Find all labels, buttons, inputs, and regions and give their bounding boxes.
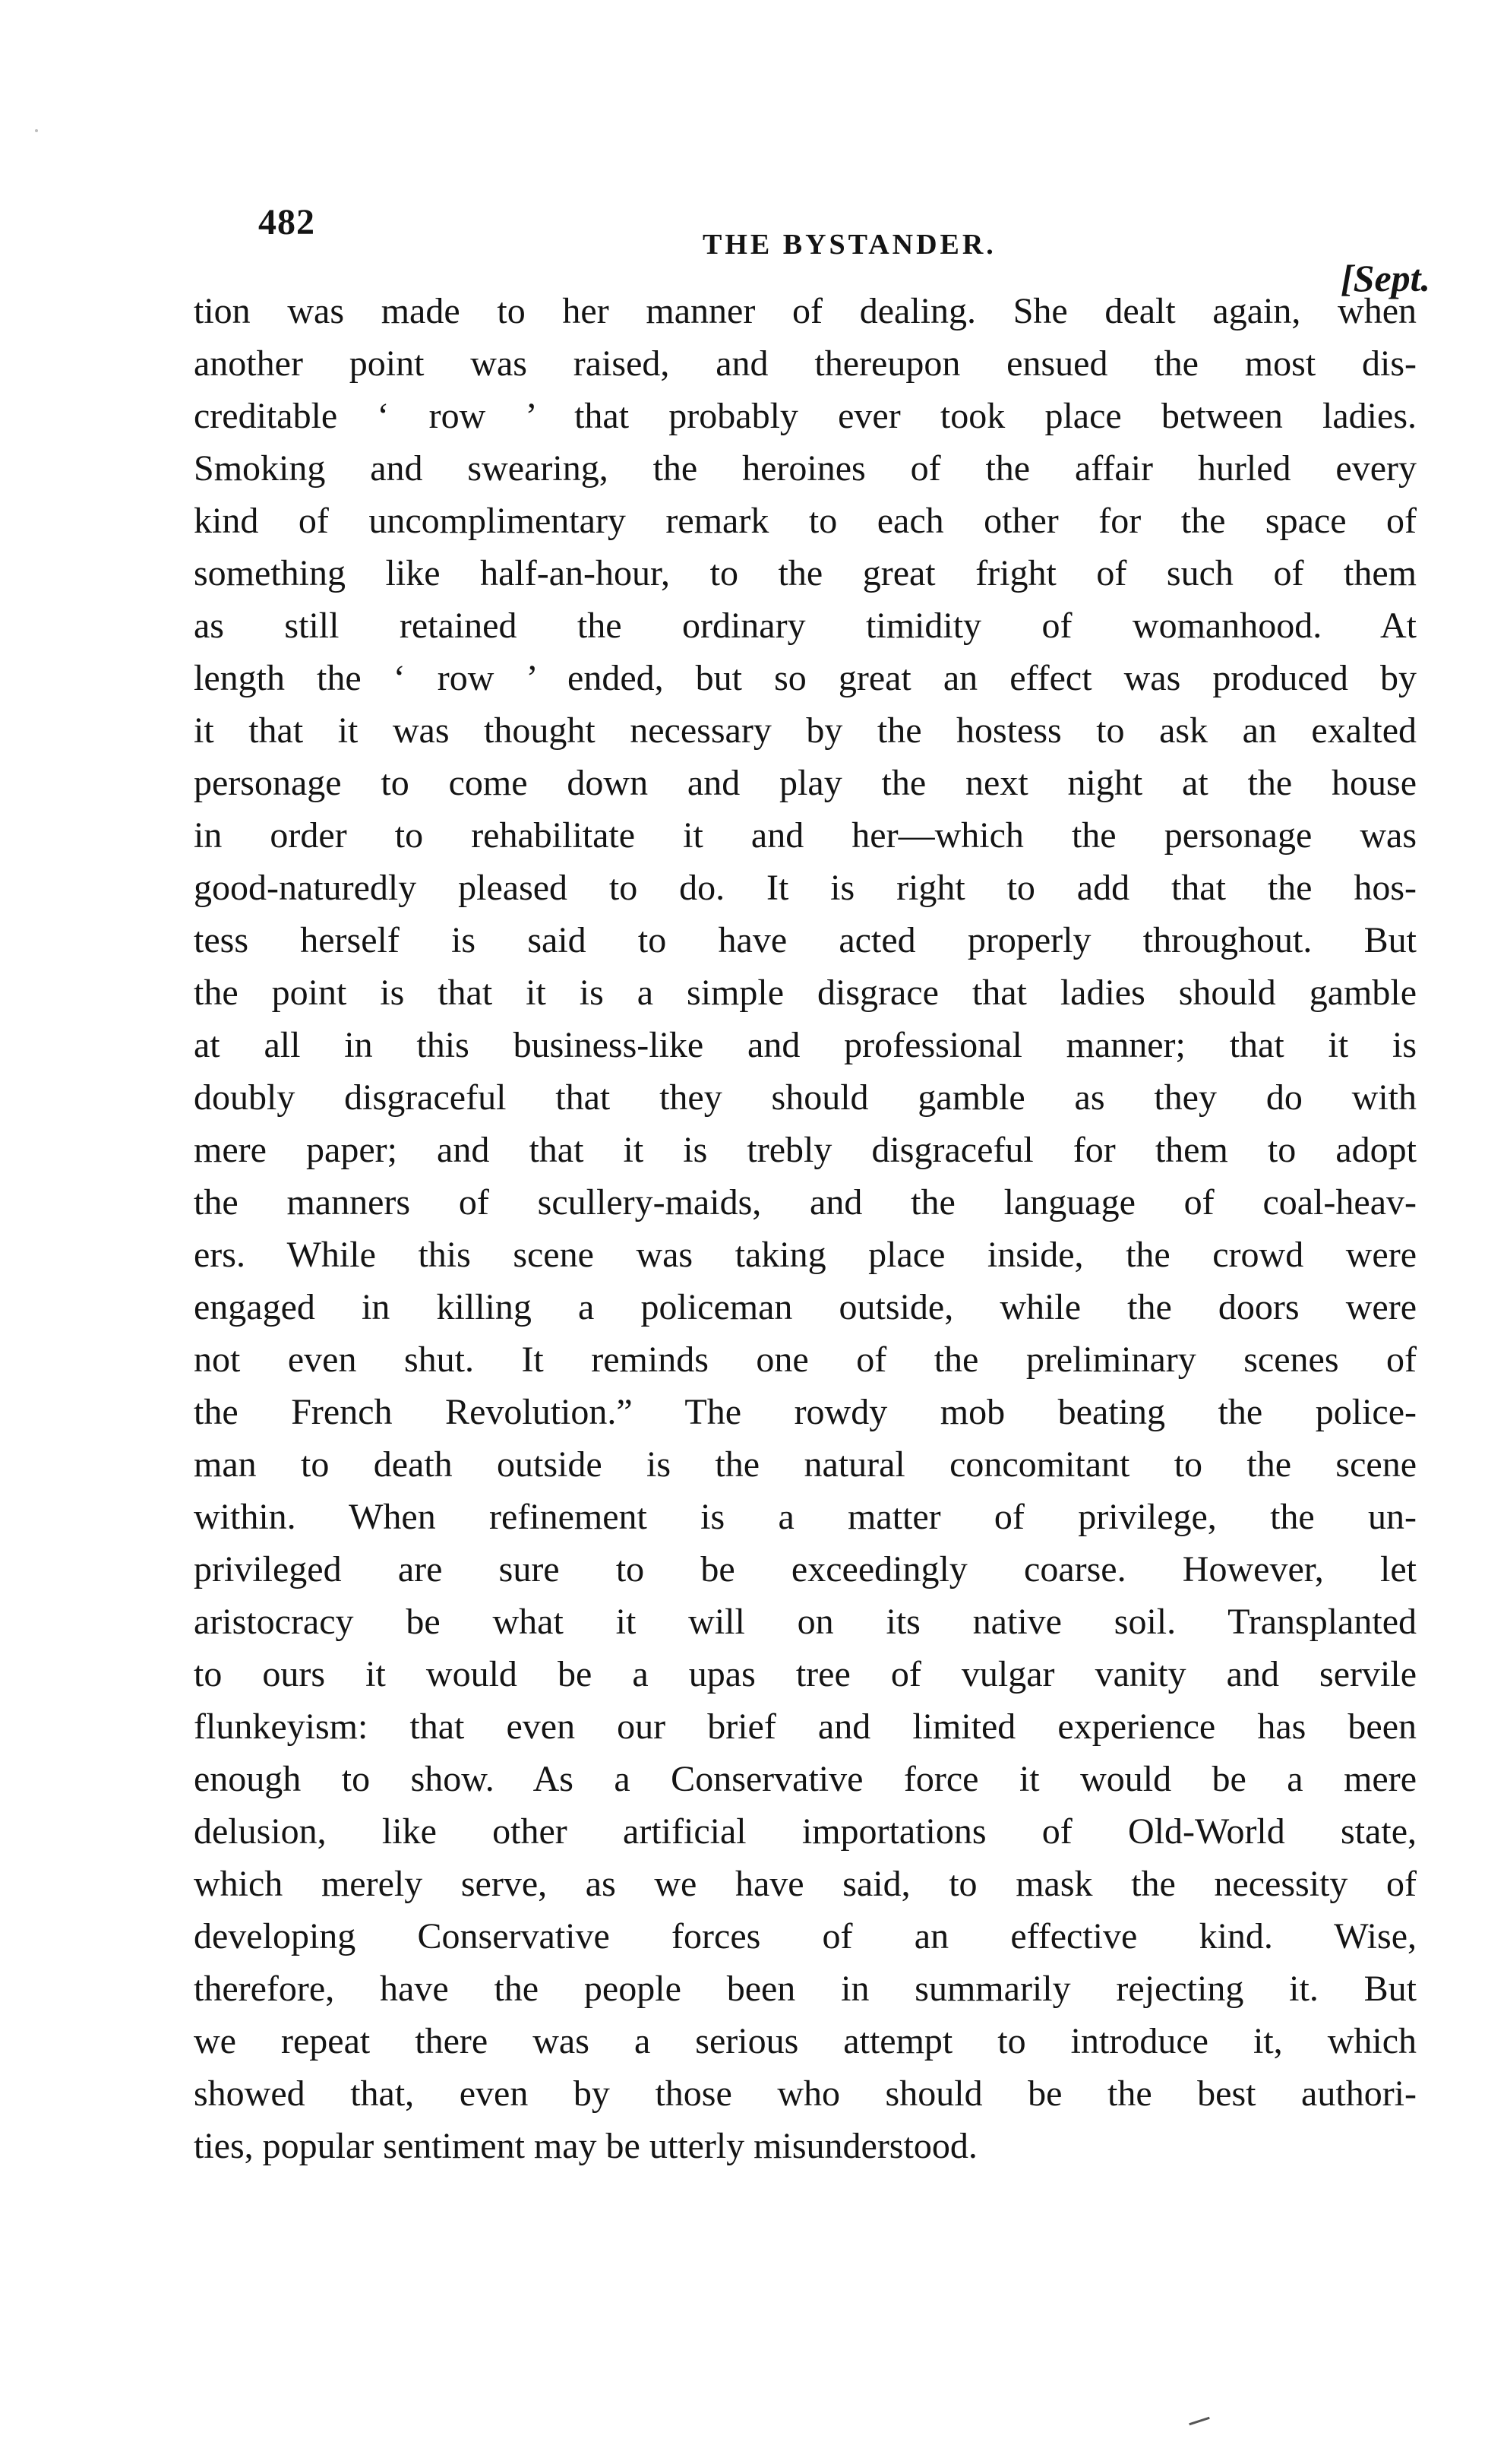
text-line: the point is that it is a simple disgrace that ladies should gamble xyxy=(194,973,1417,1013)
body-text xyxy=(194,285,1417,2172)
page-header xyxy=(251,194,1431,299)
text-line: the French Revolution.” The rowdy mob beating the police- xyxy=(194,1392,1417,1432)
text-line: man to death outside is the natural concomitant to the scene xyxy=(194,1444,1417,1485)
text-line: doubly disgraceful that they should gamble as they do with xyxy=(194,1077,1417,1118)
text-line: enough to show. As a Conservative force it would be a mere xyxy=(194,1759,1417,1799)
text-line: length the ‘ row ’ ended, but so great an effect was produced by xyxy=(194,658,1417,698)
text-line: in order to rehabilitate it and her—which the personage was xyxy=(194,815,1417,856)
text-line: aristocracy be what it will on its native soil. Transplanted xyxy=(194,1602,1417,1642)
text-line: ties, popular sentiment may be utterly misunderstood. xyxy=(194,2126,978,2166)
text-line: something like half-an-hour, to the great fright of such of them xyxy=(194,553,1417,593)
text-line: not even shut. It reminds one of the preliminary scenes of xyxy=(194,1340,1417,1380)
ink-mark xyxy=(1189,2417,1210,2426)
text-line: developing Conservative forces of an effective kind. Wise, xyxy=(194,1916,1417,1956)
text-line: Smoking and swearing, the heroines of the affair hurled every xyxy=(194,448,1417,489)
text-line: showed that, even by those who should be the best authori- xyxy=(194,2073,1417,2114)
text-line: kind of uncomplimentary remark to each other for the space of xyxy=(194,501,1417,541)
text-line: therefore, have the people been in summarily rejecting it. But xyxy=(194,1969,1417,2009)
text-line: the manners of scullery-maids, and the language of coal-heav- xyxy=(194,1182,1417,1223)
running-title: THE BYSTANDER. xyxy=(703,229,997,261)
text-line: ers. While this scene was taking place inside, the crowd were xyxy=(194,1235,1417,1275)
page-number: 482 xyxy=(258,202,315,242)
text-line: privileged are sure to be exceedingly coarse. However, let xyxy=(194,1549,1417,1589)
text-line: engaged in killing a policeman outside, while the doors were xyxy=(194,1287,1417,1327)
text-line: which merely serve, as we have said, to mask the necessity of xyxy=(194,1864,1417,1904)
month-heading: [Sept. xyxy=(1341,257,1431,299)
text-line: another point was raised, and thereupon ensued the most dis- xyxy=(194,343,1417,384)
text-line: good-naturedly pleased to do. It is right to add that the hos- xyxy=(194,868,1417,908)
text-line: tion was made to her manner of dealing. She dealt again, when xyxy=(194,291,1417,331)
text-line: it that it was thought necessary by the hostess to ask an exalted xyxy=(194,710,1417,751)
text-line: delusion, like other artificial importations of Old-World state, xyxy=(194,1811,1417,1852)
ink-speck xyxy=(35,129,38,132)
text-line: at all in this business-like and professional manner; that it is xyxy=(194,1025,1417,1065)
text-line: to ours it would be a upas tree of vulgar vanity and servile xyxy=(194,1654,1417,1694)
text-line: mere paper; and that it is trebly disgraceful for them to adopt xyxy=(194,1130,1417,1170)
text-line: we repeat there was a serious attempt to introduce it, which xyxy=(194,2021,1417,2061)
text-line: tess herself is said to have acted properly throughout. But xyxy=(194,920,1417,960)
text-line: flunkeyism: that even our brief and limited experience has been xyxy=(194,1706,1417,1747)
text-line: personage to come down and play the next night at the house xyxy=(194,763,1417,803)
text-line: within. When refinement is a matter of privilege, the un- xyxy=(194,1497,1417,1537)
text-line: as still retained the ordinary timidity of womanhood. At xyxy=(194,606,1417,646)
text-line: creditable ‘ row ’ that probably ever took place between ladies. xyxy=(194,396,1417,436)
